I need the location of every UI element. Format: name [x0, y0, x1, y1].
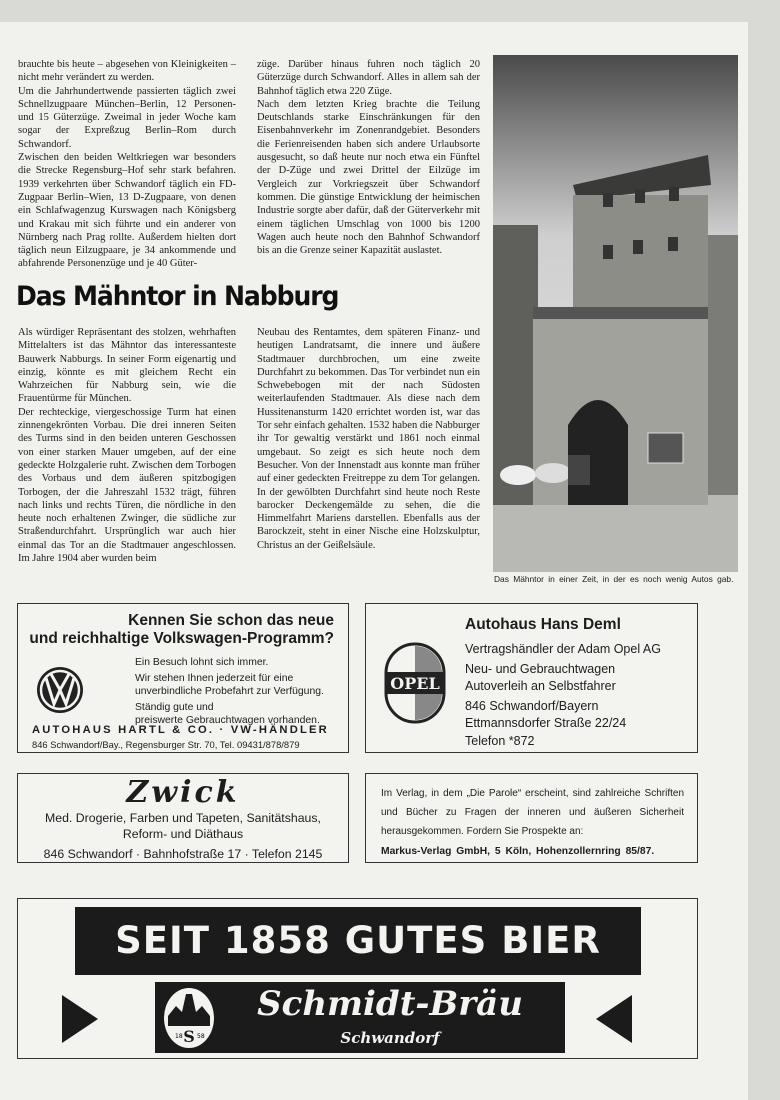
paragraph: Um die Jahrhundertwende passierten täglich zwei Schnellzugpaare München–Berlin, 12 Personen- und 15 Güterzüge. Zweimal in jeder Woche kam sogar der Expreßzug Berlin–Rom durch Schwandorf.	[18, 85, 236, 150]
opel-logo-text: OPEL	[390, 674, 440, 693]
vw-headline-1: Kennen Sie schon das neue	[128, 612, 334, 629]
paragraph: Nach dem letzten Krieg brachte die Teilung Deutschlands starke Einschränkungen für den Eisenbahnverkehr im Zonenrandgebiet. Besonders die Ferienreisenden haben sich andere Urlaubsorte ausgesucht, so daß heute nur noch etwa ein Fünftel der D-Züge und zwei Drittel der Eilzüge im Vergleich zur Vorkriegszeit über Schwandorf kommen. Die günstige Entwicklung der heimischen Industrie sorgte aber dafür, daß der Güterverkehr mit einem täglichen Umschlag von 1000 bis 1200 Wagen auch heute noch den Bahnhof Schwandorf bis an die Grenze seiner Kapazität auslastet.	[257, 98, 480, 257]
maehntor-photo	[493, 55, 738, 572]
article-main-left-column	[18, 326, 236, 565]
photo-caption: Das Mähntor in einer Zeit, in der es noch wenig Autos gab.	[494, 574, 734, 584]
article-top-right-column	[257, 58, 480, 257]
seal-year-left: 18	[175, 1033, 183, 1040]
vw-headline-2: und reichhaltige Volkswagen-Programm?	[29, 630, 334, 647]
markus-publisher: Markus-Verlag GmbH, 5 Köln, Hohenzollernring 85/87.	[381, 846, 655, 857]
zwick-line-2: Reform- und Diäthaus	[122, 827, 244, 841]
beer-town: Schwandorf	[340, 1029, 440, 1047]
paragraph: Als würdiger Repräsentant des stolzen, wehrhaften Mittelalters ist das Mähntor das interessanteste Bauwerk Nabburgs. In seiner Form eigenartig und einzig, könnte es mit gleichem Recht ein Wahrzeichen für Nabburg sein, wie die Frauentürme für München.	[18, 327, 236, 405]
opel-logo-icon	[384, 642, 446, 724]
arrow-right-icon	[62, 995, 98, 1043]
article-heading: Das Mähntor in Nabburg	[16, 281, 339, 312]
seal-letter: S	[183, 1027, 195, 1046]
zwick-address: 846 Schwandorf · Bahnhofstraße 17 · Telefon 2145	[43, 847, 323, 861]
opel-address: 846 Schwandorf/Bayern	[465, 698, 599, 713]
vw-address: 846 Schwandorf/Bay., Regensburger Str. 70, Tel. 09431/878/879	[32, 739, 300, 750]
ad-volkswagen	[17, 603, 349, 753]
beer-brand-panel	[155, 982, 565, 1053]
paragraph: züge. Darüber hinaus fuhren noch täglich 20 Güterzüge durch Schwandorf. Alles in allem sah der Bahnhof täglich etwa 220 Züge.	[257, 59, 480, 97]
vw-line: Wir stehen Ihnen jederzeit für eine	[135, 673, 294, 684]
opel-line: Vertragshändler der Adam Opel AG	[465, 642, 661, 656]
opel-address: Ettmannsdorfer Straße 22/24	[465, 716, 627, 730]
opel-line: Autoverleih an Selbstfahrer	[465, 679, 616, 693]
opel-line: Neu- und Gebrauchtwagen	[465, 661, 616, 676]
vw-line: preiswerte Gebrauchtwagen vorhanden.	[135, 715, 320, 726]
brewery-seal-icon	[162, 986, 216, 1050]
beer-brand: Schmidt-Bräu	[257, 984, 523, 1024]
vw-dealer: AUTOHAUS HARTL & CO. · VW-HÄNDLER	[32, 724, 329, 736]
paragraph: Der rechteckige, viergeschossige Turm hat einen zinnengekrönten Vorbau. Die drei inneren Seiten des Turms sind in den beiden unteren Geschossen von einer starken Mauer umgeben, auf der eine gedeckte Holzgalerie ruht. Zwischen dem Torbogen des Vorbaus und dem äußeren spitzbogigen Torbogen, der die Jahreszahl 1532 trägt, führen nach links und rechts Türen, die nördliche in den heute noch erhaltenen Zwinger, die südliche zur Straßendurchfahrt. Ursprünglich war auch hier einmal das Tor an die Stadtmauer angeschlossen. Im Jahre 1904 aber wurden beim	[18, 406, 236, 565]
paragraph: brauchte bis heute – abgesehen von Kleinigkeiten – nicht mehr verändert zu werden.	[18, 59, 236, 84]
article-top-left-column	[18, 58, 236, 271]
arrow-left-icon	[596, 995, 632, 1043]
zwick-logo: Zwick	[126, 775, 240, 810]
opel-phone: Telefon *872	[465, 733, 535, 748]
article-main-right-column	[257, 326, 480, 552]
opel-title: Autohaus Hans Deml	[465, 616, 621, 633]
ad-opel	[365, 603, 698, 753]
zwick-line-1: Med. Drogerie, Farben und Tapeten, Sanitätshaus,	[45, 811, 321, 825]
seal-year-right: 58	[197, 1033, 205, 1040]
ad-markus-verlag	[365, 773, 698, 863]
vw-line: Ein Besuch lohnt sich immer.	[135, 657, 269, 668]
vw-logo-icon	[36, 666, 84, 714]
ad-schmidt-braeu	[17, 898, 698, 1059]
paragraph: Neubau des Rentamtes, dem späteren Finanz- und heutigen Landratsamt, die innere und äußere Stadtmauer durchbrochen, um eine zweite Durchfahrt zu bekommen. Das Tor verbindet nun ein Schwebebogen mit der nach Südosten weiterlaufenden Stadtmauer. Als diese nach dem Hussitenansturm 1420 errichtet worden ist, war das Tor sehr einfach gehalten. 1532 haben die Nabburger ihr Tor gewaltig verstärkt und 1861 noch einmal umgebaut. So zeigt es sich heute noch dem Besucher. Von der Innenstadt aus konnte man früher auf einer gedeckten Freitreppe zu dem Tor gelangen. In der gewölbten Durchfahrt sind heute noch Reste barocker Deckengemälde zu sehen, die die Himmelfahrt Mariens darstellen. Ebenfalls aus der Barockzeit, steht in einer Nische eine Holzskulptur, Christus an der Geißelsäule.	[257, 327, 480, 551]
markus-text: Im Verlag, in dem „Die Parole“ erscheint, sind zahlreiche Schriften und Bücher zu Fragen der inneren und äußeren Sicherheit herausgekommen. Fordern Sie Prospekte an:	[381, 788, 684, 837]
vw-line: unverbindliche Probefahrt zur Verfügung.	[135, 686, 324, 697]
beer-slogan: SEIT 1858 GUTES BIER	[75, 907, 641, 975]
ad-zwick	[17, 773, 349, 863]
vw-line: Ständig gute und	[135, 702, 214, 713]
paragraph: Zwischen den beiden Weltkriegen war besonders die Strecke Regensburg–Hof sehr stark befahren. 1939 verkehrten über Schwandorf täglich ein FD-Zugpaar Berlin–Wien, 13 D-Zugpaare, von denen ein Schlafwagenzug Kurswagen nach Königsberg und Krakau mit sich führte und ein anderer von Nürnberg nach Prag rollte. Außerdem hielten dort täglich neun Eilzugpaare, je 34 ankommende und abfahrende Personenzüge und je 40 Güter-	[18, 152, 236, 270]
